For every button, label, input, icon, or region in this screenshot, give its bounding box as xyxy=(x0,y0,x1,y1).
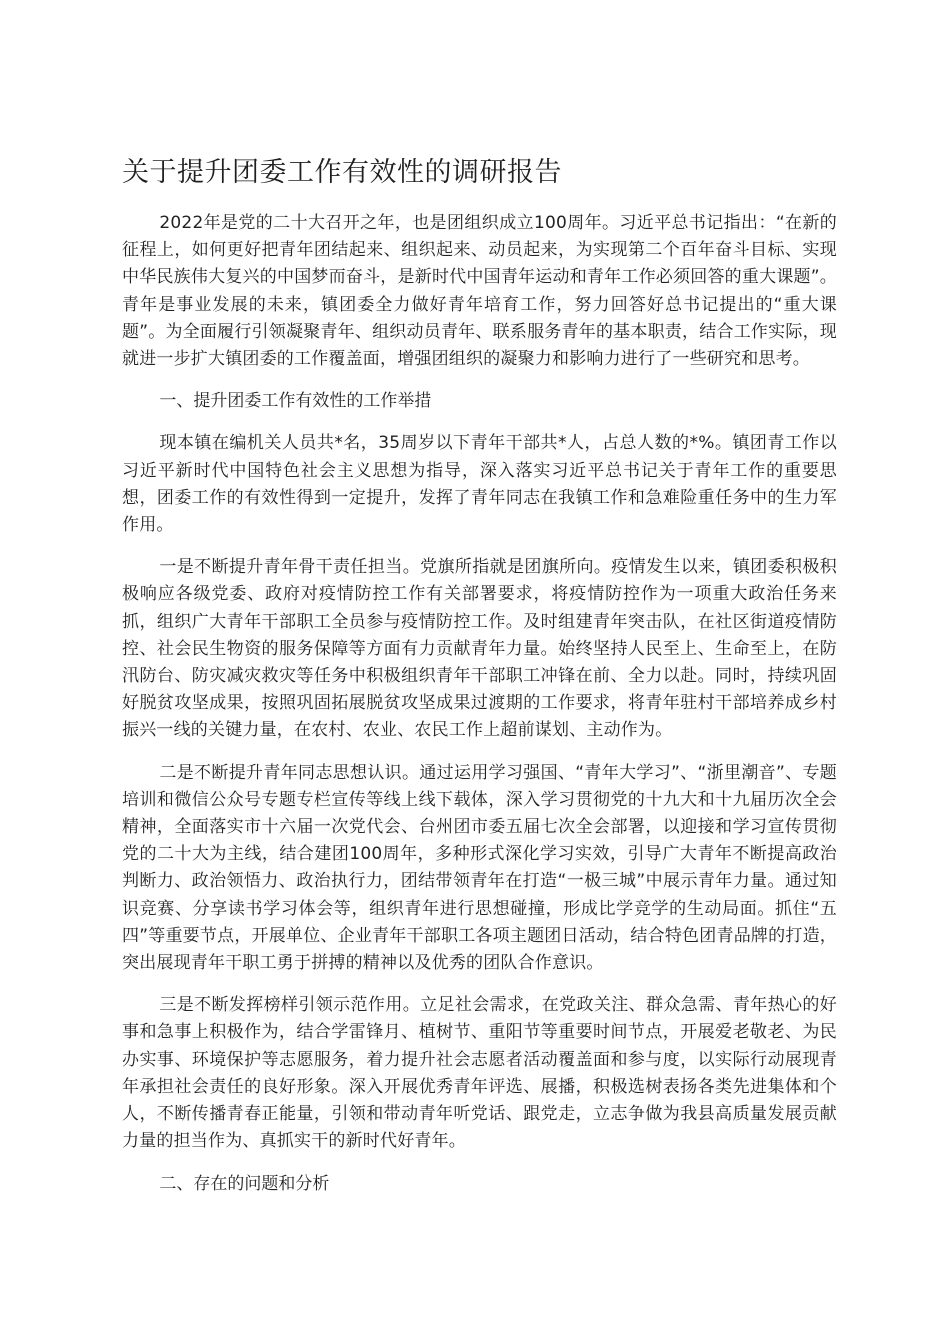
section-2-heading: 二、存在的问题和分析 xyxy=(159,1173,330,1194)
section-1-paragraph-3: 二是不断提升青年同志思想认识。通过运用学习强国、“青年大学习”、“浙里潮音”、专题培训和微信公众号专题专栏宣传等线上线下载体，深入学习贯彻党的十九大和十九届历次全会精神，全面落实市十六届一次党代会、台州团市委五届七次全会部署，以迎接和学习宣传贯彻党的二十大为主线，结合建团100周年，多种形式深化学习实效，引导广大青年不断提高政治判断力、政治领悟力、政治执行力，团结带领青年在打造“一极三城”中展示青年力量。通过知识竞赛、分享读书学习体会等，组织青年进行思想碰撞，形成比学竞学的生动局面。抓住“五四”等重要节点，开展单位、企业青年干部职工各项主题团日活动，结合特色团青品牌的打造，突出展现青年干职工勇于拼搏的精神以及优秀的团队合作意识。 xyxy=(122,762,837,974)
section-1-paragraph-4: 三是不断发挥榜样引领示范作用。立足社会需求，在党政关注、群众急需、青年热心的好事和急事上积极作为，结合学雷锋月、植树节、重阳节等重要时间节点，开展爱老敬老、为民办实事、环境保护等志愿服务，着力提升社会志愿者活动覆盖面和参与度，以实际行动展现青年承担社会责任的良好形象。深入开展优秀青年评选、展播，积极选树表扬各类先进集体和个人，不断传播青春正能量，引领和带动青年听党话、跟党走，立志争做为我县高质量发展贡献力量的担当作为、真抓实干的新时代好青年。 xyxy=(122,995,837,1152)
document-title: 关于提升团委工作有效性的调研报告 xyxy=(122,157,562,188)
section-1-paragraph-1: 现本镇在编机关人员共*名，35周岁以下青年干部共*人，占总人数的*%。镇团青工作以习近平新时代中国特色社会主义思想为指导，深入落实习近平总书记关于青年工作的重要思想，团委工作的有效性得到一定提升，发挥了青年同志在我镇工作和急难险重任务中的生力军作用。 xyxy=(122,433,837,536)
intro-paragraph: 2022年是党的二十大召开之年，也是团组织成立100周年。习近平总书记指出：“在新的征程上，如何更好把青年团结起来、组织起来、动员起来，为实现第二个百年奋斗目标、实现中华民族伟大复兴的中国梦而奋斗，是新时代中国青年运动和青年工作必须回答的重大课题”。青年是事业发展的未来，镇团委全力做好青年培育工作，努力回答好总书记提出的“重大课题”。为全面履行引领凝聚青年、组织动员青年、联系服务青年的基本职责，结合工作实际，现就进一步扩大镇团委的工作覆盖面，增强团组织的凝聚力和影响力进行了一些研究和思考。 xyxy=(122,213,837,370)
section-1-paragraph-2: 一是不断提升青年骨干责任担当。党旗所指就是团旗所向。疫情发生以来，镇团委积极积极响应各级党委、政府对疫情防控工作有关部署要求，将疫情防控作为一项重大政治任务来抓，组织广大青年干部职工全员参与疫情防控工作。及时组建青年突击队，在社区街道疫情防控、社会民生物资的服务保障等方面有力贡献青年力量。始终坚持人民至上、生命至上，在防汛防台、防灾减灾救灾等任务中积极组织青年干部职工冲锋在前、全力以赴。同时，持续巩固好脱贫攻坚成果，按照巩固拓展脱贫攻坚成果过渡期的工作要求，将青年驻村干部培养成乡村振兴一线的关键力量，在农村、农业、农民工作上超前谋划、主动作为。 xyxy=(122,557,837,741)
document-page xyxy=(122,150,837,1213)
section-1-heading: 一、提升团委工作有效性的工作举措 xyxy=(159,391,432,412)
